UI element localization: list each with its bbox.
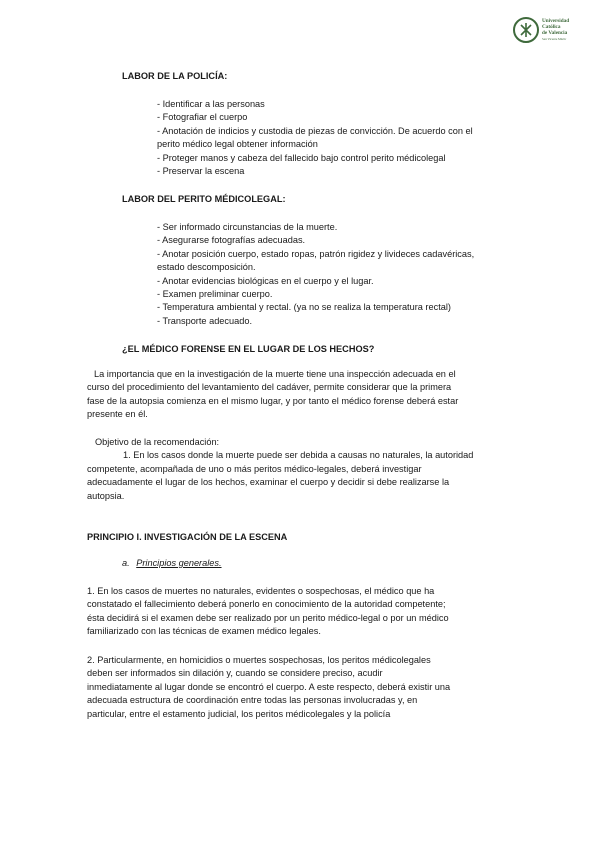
list-item: - Temperatura ambiental y rectal. (ya no se realiza la temperatura rectal) xyxy=(157,302,451,313)
paragraph-line: competente, acompañada de uno o más peritos médico-legales, deberá investigar xyxy=(87,463,422,474)
objetivo-section xyxy=(87,436,473,503)
paragraph-line: curso del procedimiento del levantamiento del cadáver, permite considerar que la primera xyxy=(87,382,452,393)
principio-subheading xyxy=(122,557,222,570)
university-logo xyxy=(513,17,589,45)
principio-paragraph-1 xyxy=(87,585,449,639)
paragraph-line: particular, entre el estamento judicial, los peritos médicolegales y la policía xyxy=(87,708,391,719)
paragraph-line: adecuadamente el lugar de los hechos, examinar el cuerpo y decidir si debe realizarse la xyxy=(87,477,450,488)
paragraph-line: adecuada estructura de coordinación entre todas las personas involucradas y, en xyxy=(87,695,418,706)
university-subtitle: San Vicente Mártir xyxy=(542,37,567,41)
policia-heading: LABOR DE LA POLICÍA: xyxy=(122,71,228,81)
paragraph-line: ésta decidirá si el examen debe ser realizado por un perito médico-legal o por un médico xyxy=(87,612,449,623)
perito-list xyxy=(157,221,474,328)
list-item: - Transporte adecuado. xyxy=(157,315,252,326)
objetivo-label: Objetivo de la recomendación: xyxy=(95,437,220,447)
list-item: perito médico legal obtener información xyxy=(157,139,318,150)
paragraph-line: presente en él. xyxy=(87,409,148,420)
paragraph-line: 1. En los casos donde la muerte puede ser debida a causas no naturales, la autoridad xyxy=(123,450,474,461)
list-item: - Anotar evidencias biológicas en el cuerpo y el lugar. xyxy=(157,275,374,286)
subheading-title: Principios generales. xyxy=(136,558,222,568)
list-item: - Ser informado circunstancias de la muerte. xyxy=(157,222,338,232)
paragraph-line: 1. En los casos de muertes no naturales, evidentes o sospechosas, el médico que ha xyxy=(87,586,435,596)
paragraph-line: fase de la autopsia comienza en el mismo lugar, y por tanto el médico forense deberá estar xyxy=(87,395,459,406)
university-name: Universidad Católica de Valencia xyxy=(542,18,570,36)
list-item: estado descomposición. xyxy=(157,262,256,273)
paragraph-line: autopsia. xyxy=(87,490,125,501)
list-item: - Examen preliminar cuerpo. xyxy=(157,289,273,300)
list-item: - Fotografiar el cuerpo xyxy=(157,112,248,123)
paragraph-line: inmediatamente al lugar donde se encontró el cuerpo. A este respecto, deberá existir una xyxy=(87,681,451,692)
medico-paragraph xyxy=(87,368,458,422)
paragraph-line: familiarizado con las técnicas de examen médico legales. xyxy=(87,626,321,637)
list-item: - Proteger manos y cabeza del fallecido bajo control perito médicolegal xyxy=(157,152,446,163)
perito-heading: LABOR DEL PERITO MÉDICOLEGAL: xyxy=(122,194,286,204)
list-item: - Preservar la escena xyxy=(157,166,245,177)
list-item: - Anotar posición cuerpo, estado ropas, patrón rigidez y livideces cadavéricas, xyxy=(157,248,475,259)
university-seal-icon xyxy=(513,17,539,43)
paragraph-line: constatado el fallecimiento deberá ponerlo en conocimiento de la autoridad competente; xyxy=(87,599,446,610)
medico-heading: ¿EL MÉDICO FORENSE EN EL LUGAR DE LOS HECHOS? xyxy=(122,344,375,354)
principio-paragraph-2 xyxy=(87,654,450,721)
paragraph-line: deben ser informados sin dilación y, cuando se considere preciso, acudir xyxy=(87,668,383,679)
subheading-letter: a. xyxy=(122,558,130,568)
principio-heading: PRINCIPIO I. INVESTIGACIÓN DE LA ESCENA xyxy=(87,532,288,542)
list-item: - Anotación de indicios y custodia de piezas de convicción. De acuerdo con el xyxy=(157,125,473,136)
list-item: - Identificar a las personas xyxy=(157,99,265,109)
paragraph-line: 2. Particularmente, en homicidios o muertes sospechosas, los peritos médicolegales xyxy=(87,655,431,665)
list-item: - Asegurarse fotografías adecuadas. xyxy=(157,235,306,246)
policia-list xyxy=(157,98,473,178)
paragraph-line: La importancia que en la investigación de la muerte tiene una inspección adecuada en el xyxy=(94,369,456,379)
